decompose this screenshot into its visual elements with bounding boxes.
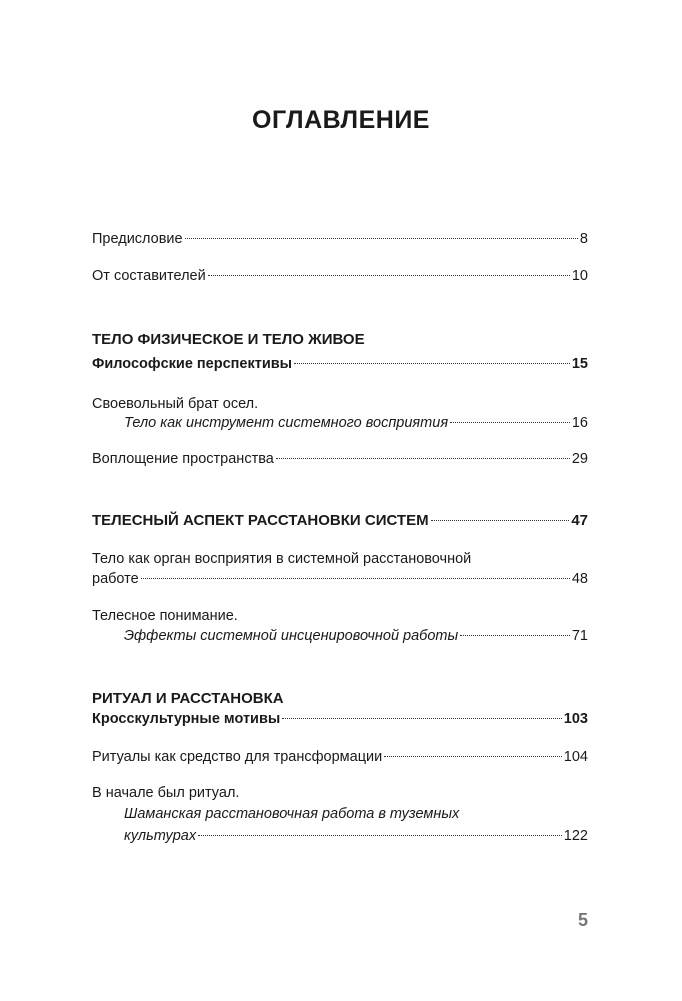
toc-label: работе [92, 571, 139, 587]
toc-label: ТЕЛЕСНЫЙ АСПЕКТ РАССТАНОВКИ СИСТЕМ [92, 512, 429, 529]
toc-entry-staging-effects[interactable] [124, 628, 588, 650]
toc-entry-crosscultural[interactable] [92, 711, 588, 733]
leader-dots [185, 238, 578, 239]
toc-entry-compilers[interactable] [92, 268, 588, 290]
toc-line-bodily: Телесное понимание. [92, 608, 238, 624]
toc-line-brother-donkey: Своевольный брат осел. [92, 396, 259, 412]
toc-entry-body-organ[interactable] [92, 571, 588, 593]
toc-label: Кросскультурные мотивы [92, 711, 281, 727]
toc-label: Философские перспективы [92, 356, 293, 372]
toc-entry-rituals[interactable] [92, 749, 588, 771]
leader-dots [294, 363, 570, 364]
leader-dots [276, 458, 570, 459]
toc-page: 29 [571, 451, 588, 467]
leader-dots [460, 635, 570, 636]
leader-dots [208, 275, 570, 276]
section-heading-body: ТЕЛО ФИЗИЧЕСКОЕ И ТЕЛО ЖИВОЕ [92, 331, 365, 348]
toc-label: Предисловие [92, 231, 183, 247]
toc-page: 47 [571, 512, 588, 529]
leader-dots [141, 578, 570, 579]
toc-page: 48 [571, 571, 588, 587]
toc-entry-section2[interactable] [92, 512, 588, 534]
toc-entry-shaman[interactable] [124, 828, 588, 850]
leader-dots [198, 835, 562, 836]
toc-page: 104 [563, 749, 588, 765]
page-title: ОГЛАВЛЕНИЕ [252, 106, 430, 134]
toc-page: 122 [563, 828, 588, 844]
leader-dots [282, 718, 562, 719]
section-heading-ritual: РИТУАЛ И РАССТАНОВКА [92, 690, 284, 707]
toc-entry-philosophical[interactable] [92, 356, 588, 378]
toc-label: Тело как инструмент системного восприятия [124, 415, 449, 431]
toc-page: 10 [571, 268, 588, 284]
toc-entry-body-instrument[interactable] [124, 415, 588, 437]
leader-dots [384, 756, 562, 757]
toc-label: От составителей [92, 268, 206, 284]
toc-entry-preface[interactable] [92, 231, 588, 253]
toc-line-beginning: В начале был ритуал. [92, 785, 240, 801]
leader-dots [450, 422, 570, 423]
toc-label: Ритуалы как средство для трансформации [92, 749, 383, 765]
toc-page: 8 [579, 231, 588, 247]
toc-label: Воплощение пространства [92, 451, 274, 467]
toc-entry-space-embodiment[interactable] [92, 451, 588, 473]
toc-page: 71 [571, 628, 588, 644]
toc-line-body-organ: Тело как орган восприятия в системной расстановочной [92, 551, 472, 567]
toc-label: культурах [124, 828, 197, 844]
toc-page: 15 [571, 356, 588, 372]
leader-dots [431, 520, 570, 521]
toc-page: 103 [563, 711, 588, 727]
page-number: 5 [577, 910, 588, 930]
toc-label: Эффекты системной инсценировочной работы [124, 628, 459, 644]
toc-page: 16 [571, 415, 588, 431]
toc-line-shaman: Шаманская расстановочная работа в туземных [124, 806, 460, 822]
